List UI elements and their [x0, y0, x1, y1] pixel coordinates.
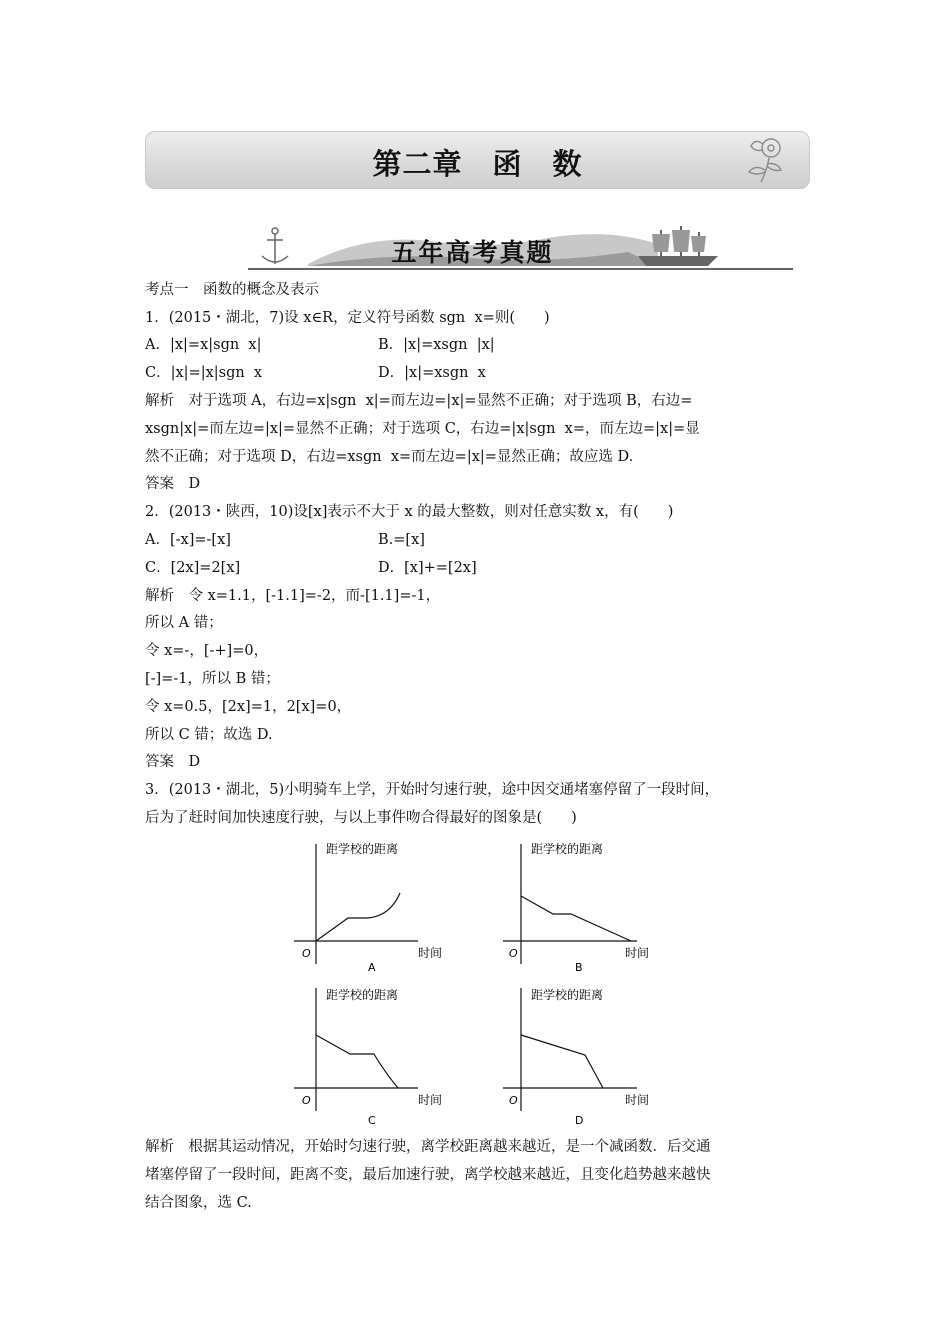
anchor-icon: [262, 228, 288, 264]
q1-stem: 1．(2015・湖北，7)设 x∈R，定义符号函数 sgn x=则( ): [145, 310, 550, 326]
q2-analysis-line: 令 x=0.5，[2x]=1，2[x]=0，: [145, 699, 352, 715]
graph-x-label: 时间: [418, 946, 443, 960]
q2-answer: 答案 D: [145, 754, 201, 770]
q1-option-a: A．|x|=x|sgn x|: [145, 337, 262, 353]
chapter-title: 第二章 函 数: [372, 147, 583, 181]
graph-origin-label: O: [509, 947, 518, 960]
q3-analysis-line: 解析 根据其运动情况，开始时匀速行驶，离学校距离越来越近，是一个减函数．后交通: [145, 1139, 711, 1155]
q1-analysis-line: xsgn|x|=而左边=|x|=显然不正确；对于选项 C，右边=|x|sgn x=，而左边=|x|=显: [145, 421, 700, 437]
graph-option-label: D: [575, 1114, 584, 1127]
q3-analysis-line: 结合图象，选 C.: [145, 1195, 252, 1211]
q2-option-d: D．[x]+=[2x]: [378, 560, 477, 576]
q1-option-b: B．|x|=xsgn |x|: [378, 337, 495, 353]
q2-option-b: B.=[x]: [378, 532, 425, 548]
q1-analysis-line: 解析 对于选项 A，右边=x|sgn x|=而左边=|x|=显然不正确；对于选项 B，右边=: [145, 393, 693, 409]
chapter-banner: [145, 131, 810, 189]
q3-stem-line: 后为了赶时间加快速度行驶，与以上事件吻合得最好的图象是( ): [145, 810, 577, 826]
graph-origin-label: O: [302, 947, 311, 960]
q3-stem-line: 3．(2013・湖北，5)小明骑车上学，开始时匀速行驶，途中因交通堵塞停留了一段时间，: [145, 782, 720, 798]
graph-origin-label: O: [302, 1094, 311, 1107]
section-title: 五年高考真题: [391, 238, 554, 267]
graph-y-label: 距学校的距离: [531, 988, 604, 1002]
graph-origin-label: O: [509, 1094, 518, 1107]
q2-analysis-line: 所以 A 错；: [145, 615, 223, 631]
q2-option-c: C．[2x]=2[x]: [145, 560, 241, 576]
graph-option-label: A: [368, 961, 376, 974]
q1-option-c: C．|x|=|x|sgn x: [145, 365, 263, 381]
q2-analysis-line: 令 x=-，[-+]=0，: [145, 643, 269, 659]
q1-answer: 答案 D: [145, 476, 201, 492]
q3-analysis-line: 堵塞停留了一段时间，距离不变，最后加速行驶，离学校越来越近，且变化趋势越来越快: [145, 1167, 711, 1183]
graph-curve: [521, 896, 631, 941]
q2-stem: 2．(2013・陕西，10)设[x]表示不大于 x 的最大整数，则对任意实数 x，有( ): [145, 504, 674, 520]
graph-b: [497, 836, 672, 974]
graph-curve: [316, 893, 400, 941]
graph-curve: [316, 1035, 398, 1088]
graph-a: [288, 836, 463, 974]
q2-option-a: A．[-x]=-[x]: [145, 532, 231, 548]
graph-d: [497, 983, 672, 1128]
graph-x-label: 时间: [418, 1093, 443, 1107]
graph-option-label: B: [575, 961, 583, 974]
flower-decoration-icon: [741, 134, 791, 186]
graph-x-label: 时间: [625, 1093, 650, 1107]
q2-analysis-line: 所以 C 错；故选 D.: [145, 727, 273, 743]
graph-y-label: 距学校的距离: [326, 842, 399, 856]
graph-option-label: C: [368, 1114, 376, 1127]
topic-heading: 考点一 函数的概念及表示: [145, 282, 319, 298]
q2-analysis-line: [-]=-1，所以 B 错；: [145, 671, 280, 687]
graph-c: [288, 983, 463, 1128]
q1-option-d: D．|x|=xsgn x: [378, 365, 486, 381]
graph-curve: [521, 1035, 603, 1088]
q2-analysis-line: 解析 令 x=1.1，[-1.1]=-2，而-[1.1]=-1，: [145, 588, 441, 604]
graph-x-label: 时间: [625, 946, 650, 960]
q1-analysis-line: 然不正确；对于选项 D，右边=xsgn x=而左边=|x|=显然正确；故应选 D.: [145, 449, 634, 465]
graph-y-label: 距学校的距离: [531, 842, 604, 856]
graph-y-label: 距学校的距离: [326, 988, 399, 1002]
